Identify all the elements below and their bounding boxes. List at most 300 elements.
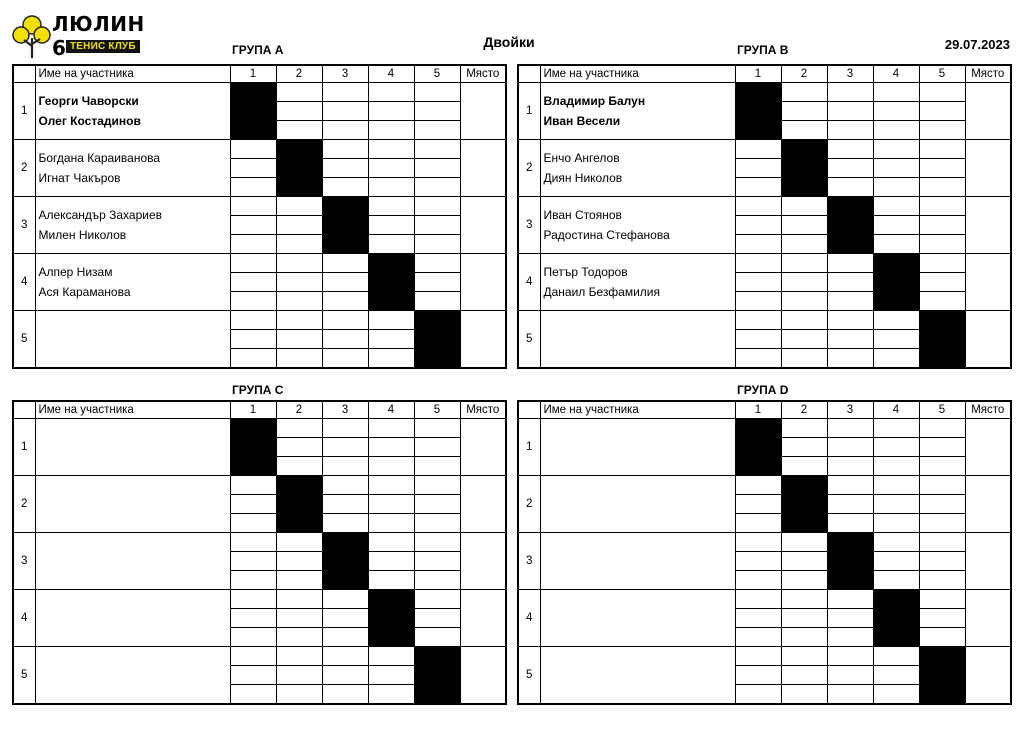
score-cell[interactable] — [919, 197, 965, 216]
score-cell[interactable] — [230, 666, 276, 685]
score-cell[interactable] — [368, 552, 414, 571]
score-cell[interactable] — [230, 495, 276, 514]
score-cell[interactable] — [827, 457, 873, 476]
score-cell[interactable] — [368, 495, 414, 514]
score-cell[interactable] — [276, 628, 322, 647]
score-cell[interactable] — [276, 254, 322, 273]
score-cell[interactable] — [414, 438, 460, 457]
score-cell[interactable] — [735, 533, 781, 552]
participant-names[interactable] — [35, 197, 230, 254]
score-cell[interactable] — [919, 457, 965, 476]
score-cell[interactable] — [230, 476, 276, 495]
score-cell[interactable] — [873, 419, 919, 438]
score-cell[interactable] — [827, 438, 873, 457]
player-name: Георги Чаворски — [38, 94, 139, 108]
score-cell[interactable] — [919, 419, 965, 438]
score-cell[interactable] — [735, 330, 781, 349]
score-cell[interactable] — [919, 216, 965, 235]
participant-names[interactable] — [35, 476, 230, 533]
participant-names[interactable] — [540, 590, 735, 647]
table-row — [13, 419, 506, 438]
score-cell[interactable] — [322, 628, 368, 647]
score-cell[interactable] — [919, 273, 965, 292]
score-cell[interactable] — [735, 628, 781, 647]
score-cell[interactable] — [230, 552, 276, 571]
score-cell[interactable] — [735, 178, 781, 197]
score-cell[interactable] — [873, 102, 919, 121]
score-cell[interactable] — [322, 159, 368, 178]
score-cell[interactable] — [827, 254, 873, 273]
score-cell[interactable] — [873, 159, 919, 178]
opponent-column-header: 1 — [735, 401, 781, 419]
place-cell[interactable] — [965, 83, 1011, 140]
player-name — [544, 427, 735, 447]
participant-names[interactable] — [540, 647, 735, 705]
score-cell[interactable] — [414, 571, 460, 590]
score-cell[interactable] — [368, 514, 414, 533]
score-cell[interactable] — [919, 235, 965, 254]
place-cell[interactable] — [460, 647, 506, 705]
score-cell[interactable] — [873, 83, 919, 102]
score-cell[interactable] — [873, 438, 919, 457]
score-cell[interactable] — [230, 292, 276, 311]
score-cell[interactable] — [414, 533, 460, 552]
score-cell[interactable] — [368, 457, 414, 476]
player-name: Милен Николов — [38, 228, 127, 242]
score-cell[interactable] — [735, 254, 781, 273]
score-cell[interactable] — [781, 83, 827, 102]
place-cell[interactable] — [460, 140, 506, 197]
score-cell[interactable] — [230, 216, 276, 235]
player-name — [544, 319, 735, 339]
score-cell[interactable] — [735, 609, 781, 628]
score-cell[interactable] — [322, 419, 368, 438]
opponent-column-header: 4 — [368, 65, 414, 83]
score-cell[interactable] — [322, 647, 368, 666]
score-cell[interactable] — [322, 495, 368, 514]
score-cell[interactable] — [827, 121, 873, 140]
score-cell[interactable] — [919, 533, 965, 552]
seed-number: 3 — [13, 197, 35, 254]
score-cell[interactable] — [414, 121, 460, 140]
score-cell[interactable] — [919, 102, 965, 121]
participant-names[interactable] — [540, 197, 735, 254]
score-cell[interactable] — [873, 330, 919, 349]
score-cell[interactable] — [873, 571, 919, 590]
score-cell[interactable] — [919, 495, 965, 514]
seed-number: 5 — [13, 311, 35, 369]
club-name: ЛЮЛИН 6 — [52, 12, 145, 60]
score-cell[interactable] — [414, 216, 460, 235]
score-cell[interactable] — [735, 514, 781, 533]
score-cell[interactable] — [368, 685, 414, 705]
score-cell[interactable] — [827, 590, 873, 609]
group-table — [517, 400, 1012, 705]
place-cell[interactable] — [965, 311, 1011, 369]
score-cell[interactable] — [322, 178, 368, 197]
score-cell[interactable] — [230, 590, 276, 609]
score-cell[interactable] — [230, 349, 276, 369]
score-cell[interactable] — [735, 197, 781, 216]
score-cell[interactable] — [873, 476, 919, 495]
score-cell[interactable] — [919, 121, 965, 140]
place-cell[interactable] — [460, 311, 506, 369]
group-title: ГРУПА А — [232, 43, 284, 57]
score-cell[interactable] — [414, 419, 460, 438]
score-cell[interactable] — [873, 216, 919, 235]
score-cell[interactable] — [873, 666, 919, 685]
score-cell[interactable] — [230, 197, 276, 216]
score-cell[interactable] — [276, 590, 322, 609]
place-cell[interactable] — [460, 419, 506, 476]
score-cell[interactable] — [230, 571, 276, 590]
score-cell[interactable] — [322, 140, 368, 159]
score-cell[interactable] — [368, 476, 414, 495]
score-cell[interactable] — [919, 590, 965, 609]
score-cell[interactable] — [276, 552, 322, 571]
score-cell[interactable] — [735, 235, 781, 254]
score-cell[interactable] — [735, 273, 781, 292]
score-cell[interactable] — [827, 685, 873, 705]
score-cell[interactable] — [873, 647, 919, 666]
score-cell[interactable] — [781, 419, 827, 438]
score-cell[interactable] — [735, 495, 781, 514]
place-cell[interactable] — [965, 197, 1011, 254]
score-cell[interactable] — [735, 159, 781, 178]
score-cell[interactable] — [827, 102, 873, 121]
score-cell[interactable] — [781, 254, 827, 273]
score-cell[interactable] — [919, 628, 965, 647]
score-cell[interactable] — [368, 216, 414, 235]
score-cell[interactable] — [322, 330, 368, 349]
score-cell[interactable] — [368, 533, 414, 552]
blocked-cell — [322, 533, 368, 590]
place-cell[interactable] — [460, 533, 506, 590]
score-cell[interactable] — [827, 83, 873, 102]
place-cell[interactable] — [460, 590, 506, 647]
player-name: Петър Тодоров — [543, 265, 628, 279]
score-cell[interactable] — [276, 311, 322, 330]
score-cell[interactable] — [735, 216, 781, 235]
score-cell[interactable] — [276, 292, 322, 311]
score-cell[interactable] — [781, 330, 827, 349]
score-cell[interactable] — [368, 83, 414, 102]
score-cell[interactable] — [414, 457, 460, 476]
score-cell[interactable] — [230, 159, 276, 178]
score-cell[interactable] — [414, 178, 460, 197]
participant-names[interactable] — [35, 647, 230, 705]
score-cell[interactable] — [735, 476, 781, 495]
score-cell[interactable] — [827, 666, 873, 685]
score-cell[interactable] — [827, 476, 873, 495]
score-cell[interactable] — [827, 514, 873, 533]
score-cell[interactable] — [368, 235, 414, 254]
score-cell[interactable] — [230, 140, 276, 159]
score-cell[interactable] — [919, 438, 965, 457]
score-cell[interactable] — [414, 476, 460, 495]
score-cell[interactable] — [827, 178, 873, 197]
score-cell[interactable] — [781, 666, 827, 685]
score-cell[interactable] — [873, 178, 919, 197]
score-cell[interactable] — [919, 292, 965, 311]
score-cell[interactable] — [781, 349, 827, 369]
score-cell[interactable] — [919, 571, 965, 590]
participant-names[interactable] — [540, 419, 735, 476]
participant-names[interactable] — [540, 533, 735, 590]
score-cell[interactable] — [230, 647, 276, 666]
score-cell[interactable] — [781, 102, 827, 121]
score-cell[interactable] — [276, 121, 322, 140]
score-cell[interactable] — [276, 533, 322, 552]
score-cell[interactable] — [919, 140, 965, 159]
score-cell[interactable] — [919, 159, 965, 178]
score-cell[interactable] — [414, 273, 460, 292]
score-cell[interactable] — [781, 609, 827, 628]
participant-names[interactable] — [540, 476, 735, 533]
score-cell[interactable] — [735, 349, 781, 369]
score-cell[interactable] — [873, 685, 919, 705]
score-cell[interactable] — [781, 647, 827, 666]
participant-names[interactable] — [35, 419, 230, 476]
score-cell[interactable] — [230, 178, 276, 197]
score-cell[interactable] — [368, 159, 414, 178]
score-cell[interactable] — [735, 590, 781, 609]
score-cell[interactable] — [322, 121, 368, 140]
score-cell[interactable] — [276, 438, 322, 457]
score-cell[interactable] — [873, 197, 919, 216]
score-cell[interactable] — [368, 178, 414, 197]
score-cell[interactable] — [414, 292, 460, 311]
score-cell[interactable] — [919, 609, 965, 628]
participant-names[interactable] — [35, 140, 230, 197]
score-cell[interactable] — [781, 273, 827, 292]
score-cell[interactable] — [781, 590, 827, 609]
score-cell[interactable] — [322, 311, 368, 330]
score-cell[interactable] — [322, 102, 368, 121]
score-cell[interactable] — [873, 235, 919, 254]
score-cell[interactable] — [781, 292, 827, 311]
score-cell[interactable] — [873, 349, 919, 369]
seed-number: 5 — [13, 647, 35, 705]
score-cell[interactable] — [781, 121, 827, 140]
score-cell[interactable] — [873, 514, 919, 533]
score-cell[interactable] — [276, 571, 322, 590]
score-cell[interactable] — [276, 609, 322, 628]
score-cell[interactable] — [414, 159, 460, 178]
score-cell[interactable] — [368, 197, 414, 216]
score-cell[interactable] — [781, 235, 827, 254]
place-cell[interactable] — [965, 476, 1011, 533]
score-cell[interactable] — [322, 476, 368, 495]
score-cell[interactable] — [873, 121, 919, 140]
score-cell[interactable] — [873, 457, 919, 476]
score-cell[interactable] — [827, 609, 873, 628]
score-cell[interactable] — [368, 121, 414, 140]
score-cell[interactable] — [827, 628, 873, 647]
score-cell[interactable] — [414, 514, 460, 533]
participant-names[interactable] — [35, 533, 230, 590]
score-cell[interactable] — [322, 666, 368, 685]
score-cell[interactable] — [230, 628, 276, 647]
score-cell[interactable] — [414, 495, 460, 514]
blocked-cell — [781, 476, 827, 533]
score-cell[interactable] — [322, 349, 368, 369]
score-cell[interactable] — [230, 685, 276, 705]
score-cell[interactable] — [322, 83, 368, 102]
score-cell[interactable] — [368, 349, 414, 369]
score-cell[interactable] — [827, 419, 873, 438]
score-cell[interactable] — [919, 514, 965, 533]
score-cell[interactable] — [414, 235, 460, 254]
club-logo — [12, 14, 152, 62]
score-cell[interactable] — [735, 666, 781, 685]
score-cell[interactable] — [735, 571, 781, 590]
score-cell[interactable] — [276, 330, 322, 349]
score-cell[interactable] — [322, 273, 368, 292]
score-cell[interactable] — [230, 609, 276, 628]
score-cell[interactable] — [919, 254, 965, 273]
participant-names[interactable] — [35, 590, 230, 647]
score-cell[interactable] — [276, 216, 322, 235]
score-cell[interactable] — [230, 311, 276, 330]
score-cell[interactable] — [276, 349, 322, 369]
participant-names[interactable] — [35, 254, 230, 311]
score-cell[interactable] — [276, 457, 322, 476]
score-cell[interactable] — [735, 140, 781, 159]
score-cell[interactable] — [827, 330, 873, 349]
score-cell[interactable] — [781, 533, 827, 552]
place-cell[interactable] — [460, 254, 506, 311]
blocked-cell — [735, 419, 781, 476]
place-cell[interactable] — [965, 647, 1011, 705]
score-cell[interactable] — [873, 533, 919, 552]
score-cell[interactable] — [781, 552, 827, 571]
score-cell[interactable] — [873, 495, 919, 514]
score-cell[interactable] — [368, 438, 414, 457]
score-cell[interactable] — [781, 438, 827, 457]
participant-names[interactable] — [540, 140, 735, 197]
score-cell[interactable] — [735, 552, 781, 571]
place-cell[interactable] — [460, 83, 506, 140]
participant-names[interactable] — [540, 83, 735, 140]
score-cell[interactable] — [414, 254, 460, 273]
score-cell[interactable] — [368, 330, 414, 349]
place-cell[interactable] — [965, 140, 1011, 197]
score-cell[interactable] — [276, 197, 322, 216]
score-cell[interactable] — [781, 571, 827, 590]
score-cell[interactable] — [735, 292, 781, 311]
score-cell[interactable] — [827, 311, 873, 330]
score-cell[interactable] — [873, 140, 919, 159]
score-cell[interactable] — [322, 254, 368, 273]
score-cell[interactable] — [414, 590, 460, 609]
score-cell[interactable] — [873, 552, 919, 571]
score-cell[interactable] — [735, 311, 781, 330]
score-cell[interactable] — [230, 235, 276, 254]
score-cell[interactable] — [414, 140, 460, 159]
score-cell[interactable] — [827, 292, 873, 311]
score-cell[interactable] — [919, 83, 965, 102]
score-cell[interactable] — [276, 419, 322, 438]
score-cell[interactable] — [781, 311, 827, 330]
score-cell[interactable] — [322, 457, 368, 476]
score-cell[interactable] — [230, 330, 276, 349]
score-cell[interactable] — [919, 552, 965, 571]
score-cell[interactable] — [322, 590, 368, 609]
score-cell[interactable] — [368, 666, 414, 685]
score-cell[interactable] — [827, 273, 873, 292]
score-cell[interactable] — [827, 349, 873, 369]
score-cell[interactable] — [368, 102, 414, 121]
score-cell[interactable] — [368, 140, 414, 159]
score-cell[interactable] — [368, 647, 414, 666]
score-cell[interactable] — [781, 628, 827, 647]
score-cell[interactable] — [368, 419, 414, 438]
score-cell[interactable] — [781, 216, 827, 235]
place-cell[interactable] — [965, 533, 1011, 590]
score-cell[interactable] — [276, 647, 322, 666]
participant-names[interactable] — [540, 254, 735, 311]
score-cell[interactable] — [276, 666, 322, 685]
score-cell[interactable] — [735, 685, 781, 705]
score-cell[interactable] — [276, 102, 322, 121]
score-cell[interactable] — [827, 140, 873, 159]
place-cell[interactable] — [965, 254, 1011, 311]
score-cell[interactable] — [414, 197, 460, 216]
score-cell[interactable] — [827, 159, 873, 178]
player-name — [544, 655, 735, 675]
score-cell[interactable] — [322, 685, 368, 705]
participant-names[interactable] — [35, 311, 230, 369]
score-cell[interactable] — [230, 254, 276, 273]
place-cell[interactable] — [965, 590, 1011, 647]
score-cell[interactable] — [827, 647, 873, 666]
participant-names[interactable] — [35, 83, 230, 140]
participant-names[interactable] — [540, 311, 735, 369]
score-cell[interactable] — [919, 178, 965, 197]
score-cell[interactable] — [322, 292, 368, 311]
score-cell[interactable] — [276, 83, 322, 102]
score-cell[interactable] — [276, 273, 322, 292]
score-cell[interactable] — [735, 647, 781, 666]
score-cell[interactable] — [322, 609, 368, 628]
score-cell[interactable] — [919, 476, 965, 495]
score-cell[interactable] — [827, 495, 873, 514]
score-cell[interactable] — [276, 685, 322, 705]
score-cell[interactable] — [368, 311, 414, 330]
score-cell[interactable] — [414, 552, 460, 571]
score-cell[interactable] — [873, 311, 919, 330]
table-header-row — [518, 65, 1011, 83]
score-cell[interactable] — [414, 628, 460, 647]
score-cell[interactable] — [414, 102, 460, 121]
place-cell[interactable] — [460, 197, 506, 254]
score-cell[interactable] — [781, 197, 827, 216]
score-cell[interactable] — [230, 514, 276, 533]
place-cell[interactable] — [965, 419, 1011, 476]
score-cell[interactable] — [414, 609, 460, 628]
score-cell[interactable] — [276, 235, 322, 254]
score-cell[interactable] — [322, 514, 368, 533]
score-cell[interactable] — [414, 83, 460, 102]
place-cell[interactable] — [460, 476, 506, 533]
score-cell[interactable] — [781, 457, 827, 476]
score-cell[interactable] — [322, 438, 368, 457]
score-cell[interactable] — [230, 273, 276, 292]
score-cell[interactable] — [781, 685, 827, 705]
score-cell[interactable] — [368, 571, 414, 590]
score-cell[interactable] — [230, 533, 276, 552]
